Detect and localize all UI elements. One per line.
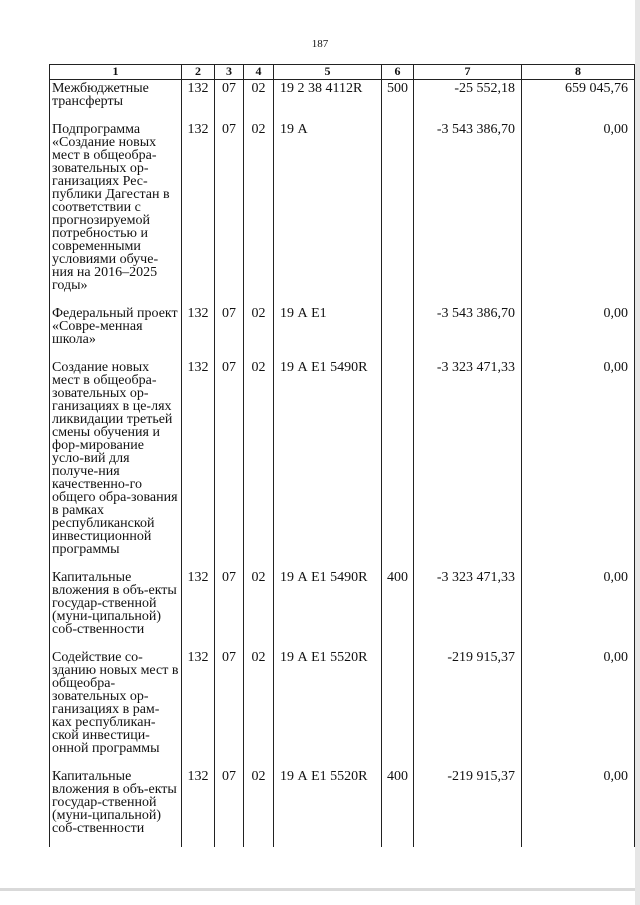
column-header: 5 (274, 65, 382, 80)
budget-table (49, 64, 635, 847)
cell-amount-total: 0,00 (522, 649, 635, 755)
row-name: Капитальные вложения в объ-екты государ-ственной (муни-ципальной) соб-ственности (50, 768, 182, 835)
cell-ministry: 132 (182, 649, 215, 755)
row-name: Капитальные вложения в объ-екты государ-ственной (муни-ципальной) соб-ственности (50, 569, 182, 636)
cell-subsection: 02 (244, 80, 274, 109)
row-name: Федеральный проект «Совре-менная школа» (50, 305, 182, 346)
cell-section: 07 (215, 768, 244, 835)
cell-ministry: 132 (182, 121, 215, 292)
cell-section: 07 (215, 121, 244, 292)
cell-section: 07 (215, 359, 244, 556)
cell-expense-type: 400 (382, 768, 414, 835)
table-row (50, 768, 635, 835)
cell-expense-type (382, 359, 414, 556)
cell-amount-change: -3 543 386,70 (414, 121, 522, 292)
cell-target-code: 19 А Е1 5490R (274, 569, 382, 636)
cell-subsection: 02 (244, 305, 274, 346)
cell-amount-change: -219 915,37 (414, 768, 522, 835)
cell-target-code: 19 А Е1 (274, 305, 382, 346)
scan-border-bottom (0, 888, 640, 891)
cell-amount-change: -3 543 386,70 (414, 305, 522, 346)
row-name: Межбюджетные трансферты (50, 80, 182, 109)
cell-section: 07 (215, 305, 244, 346)
cell-target-code: 19 А Е1 5520R (274, 649, 382, 755)
table-row (50, 359, 635, 556)
table-row (50, 305, 635, 346)
cell-target-code: 19 А Е1 5490R (274, 359, 382, 556)
cell-expense-type: 500 (382, 80, 414, 109)
cell-ministry: 132 (182, 569, 215, 636)
table-row (50, 569, 635, 636)
cell-amount-total: 0,00 (522, 359, 635, 556)
cell-ministry: 132 (182, 768, 215, 835)
column-header: 6 (382, 65, 414, 80)
page-number: 187 (311, 38, 329, 50)
cell-ministry: 132 (182, 80, 215, 109)
cell-section: 07 (215, 80, 244, 109)
cell-subsection: 02 (244, 121, 274, 292)
cell-amount-change: -219 915,37 (414, 649, 522, 755)
table-row (50, 649, 635, 755)
cell-subsection: 02 (244, 768, 274, 835)
row-name: Содействие со-зданию новых мест в общеобра-зовательных ор-ганизациях в рам-ках республикан-ской инвестици-онной программы (50, 649, 182, 755)
cell-expense-type (382, 121, 414, 292)
cell-subsection: 02 (244, 359, 274, 556)
cell-amount-total: 0,00 (522, 768, 635, 835)
column-header: 1 (50, 65, 182, 80)
cell-subsection: 02 (244, 569, 274, 636)
column-header: 3 (215, 65, 244, 80)
cell-target-code: 19 А Е1 5520R (274, 768, 382, 835)
cell-section: 07 (215, 569, 244, 636)
cell-amount-change: -3 323 471,33 (414, 359, 522, 556)
table-row (50, 80, 635, 109)
column-header: 7 (414, 65, 522, 80)
row-name: Создание новых мест в общеобра-зовательных ор-ганизациях в це-лях ликвидации третьей смены обучения и фор-мирование усло-вий для получе-ния качественно-го общего обра-зования в рамках республиканской инвестиционной программы (50, 359, 182, 556)
cell-amount-total: 0,00 (522, 121, 635, 292)
cell-ministry: 132 (182, 305, 215, 346)
cell-subsection: 02 (244, 649, 274, 755)
cell-expense-type (382, 649, 414, 755)
cell-amount-total: 0,00 (522, 305, 635, 346)
column-header: 2 (182, 65, 215, 80)
cell-target-code: 19 А (274, 121, 382, 292)
cell-amount-change: -3 323 471,33 (414, 569, 522, 636)
row-name: Подпрограмма «Создание новых мест в общеобра-зовательных ор-ганизациях Рес-публики Дагестан в соответствии с прогнозируемой потребностью и современными условиями обуче-ния на 2016–2025 годы» (50, 121, 182, 292)
scan-border-right (635, 0, 640, 905)
cell-section: 07 (215, 649, 244, 755)
table-row (50, 121, 635, 292)
cell-expense-type: 400 (382, 569, 414, 636)
column-header: 4 (244, 65, 274, 80)
cell-amount-change: -25 552,18 (414, 80, 522, 109)
cell-amount-total: 0,00 (522, 569, 635, 636)
column-header: 8 (522, 65, 635, 80)
cell-amount-total: 659 045,76 (522, 80, 635, 109)
cell-ministry: 132 (182, 359, 215, 556)
cell-target-code: 19 2 38 4112R (274, 80, 382, 109)
cell-expense-type (382, 305, 414, 346)
table-header-row (50, 65, 635, 80)
